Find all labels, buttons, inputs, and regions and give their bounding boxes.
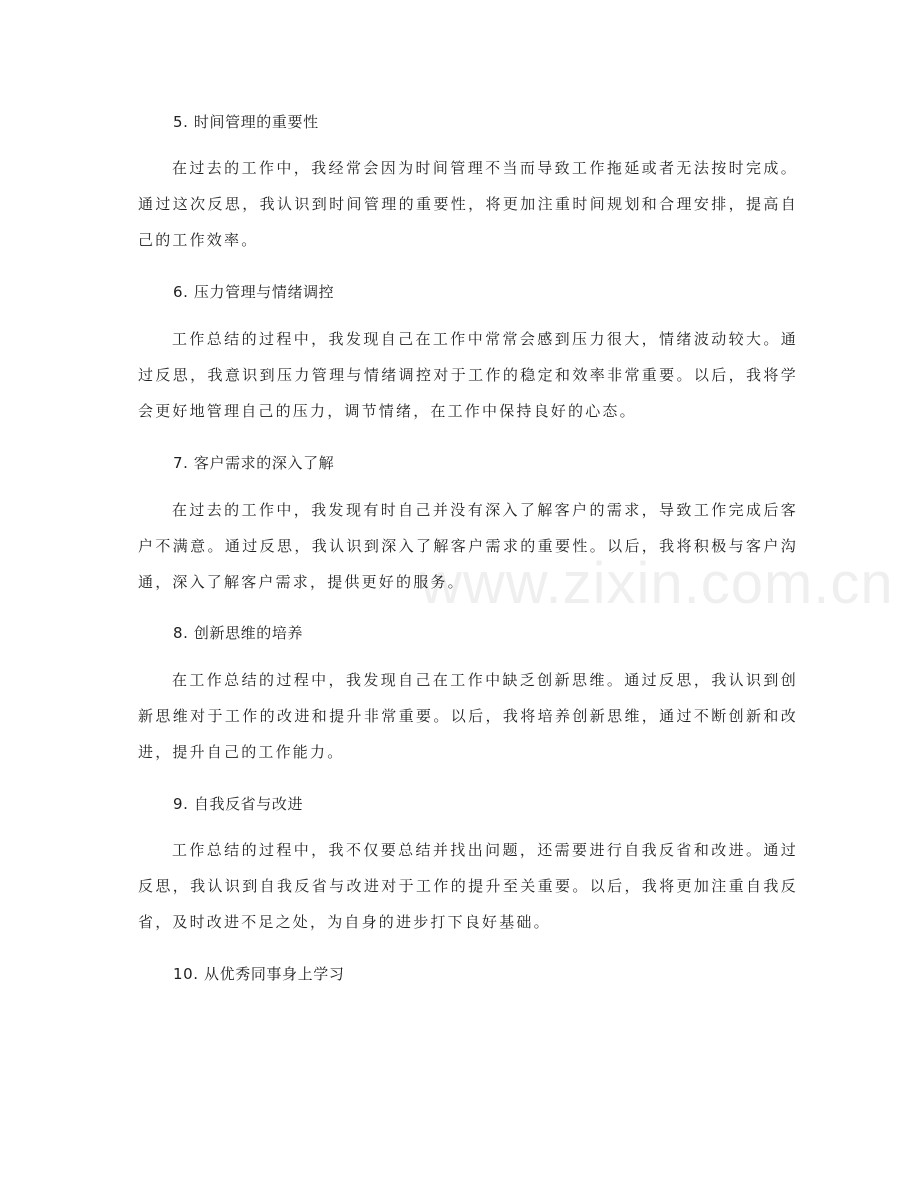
section-heading: 7. 客户需求的深入了解	[173, 454, 335, 472]
section-paragraph: 在过去的工作中，我经常会因为时间管理不当而导致工作拖延或者无法按时完成。通过这次反思，我认识到时间管理的重要性，将更加注重时间规划和合理安排，提高自己的工作效率。	[138, 159, 798, 249]
section-paragraph: 在工作总结的过程中，我发现自己在工作中缺乏创新思维。通过反思，我认识到创新思维对于工作的改进和提升非常重要。以后，我将培养创新思维，通过不断创新和改进，提升自己的工作能力。	[138, 671, 798, 761]
section-paragraph: 工作总结的过程中，我不仅要总结并找出问题，还需要进行自我反省和改进。通过反思，我认识到自我反省与改进对于工作的提升至关重要。以后，我将更加注重自我反省，及时改进不足之处，为自身的进步打下良好基础。	[138, 841, 798, 931]
section-heading: 8. 创新思维的培养	[173, 624, 304, 642]
section-heading: 9. 自我反省与改进	[173, 795, 304, 813]
section-paragraph: 工作总结的过程中，我发现自己在工作中常常会感到压力很大，情绪波动较大。通过反思，我意识到压力管理与情绪调控对于工作的稳定和效率非常重要。以后，我将学会更好地管理自己的压力，调节情绪，在工作中保持良好的心态。	[138, 330, 798, 420]
watermark: www.zixin.com.cn	[420, 551, 894, 616]
section-paragraph: 在过去的工作中，我发现有时自己并没有深入了解客户的需求，导致工作完成后客户不满意。通过反思，我认识到深入了解客户需求的重要性。以后，我将积极与客户沟通，深入了解客户需求，提供更好的服务。	[138, 501, 798, 591]
section-heading: 10. 从优秀同事身上学习	[173, 965, 345, 983]
section-heading: 5. 时间管理的重要性	[173, 113, 319, 131]
section-heading: 6. 压力管理与情绪调控	[173, 283, 335, 301]
